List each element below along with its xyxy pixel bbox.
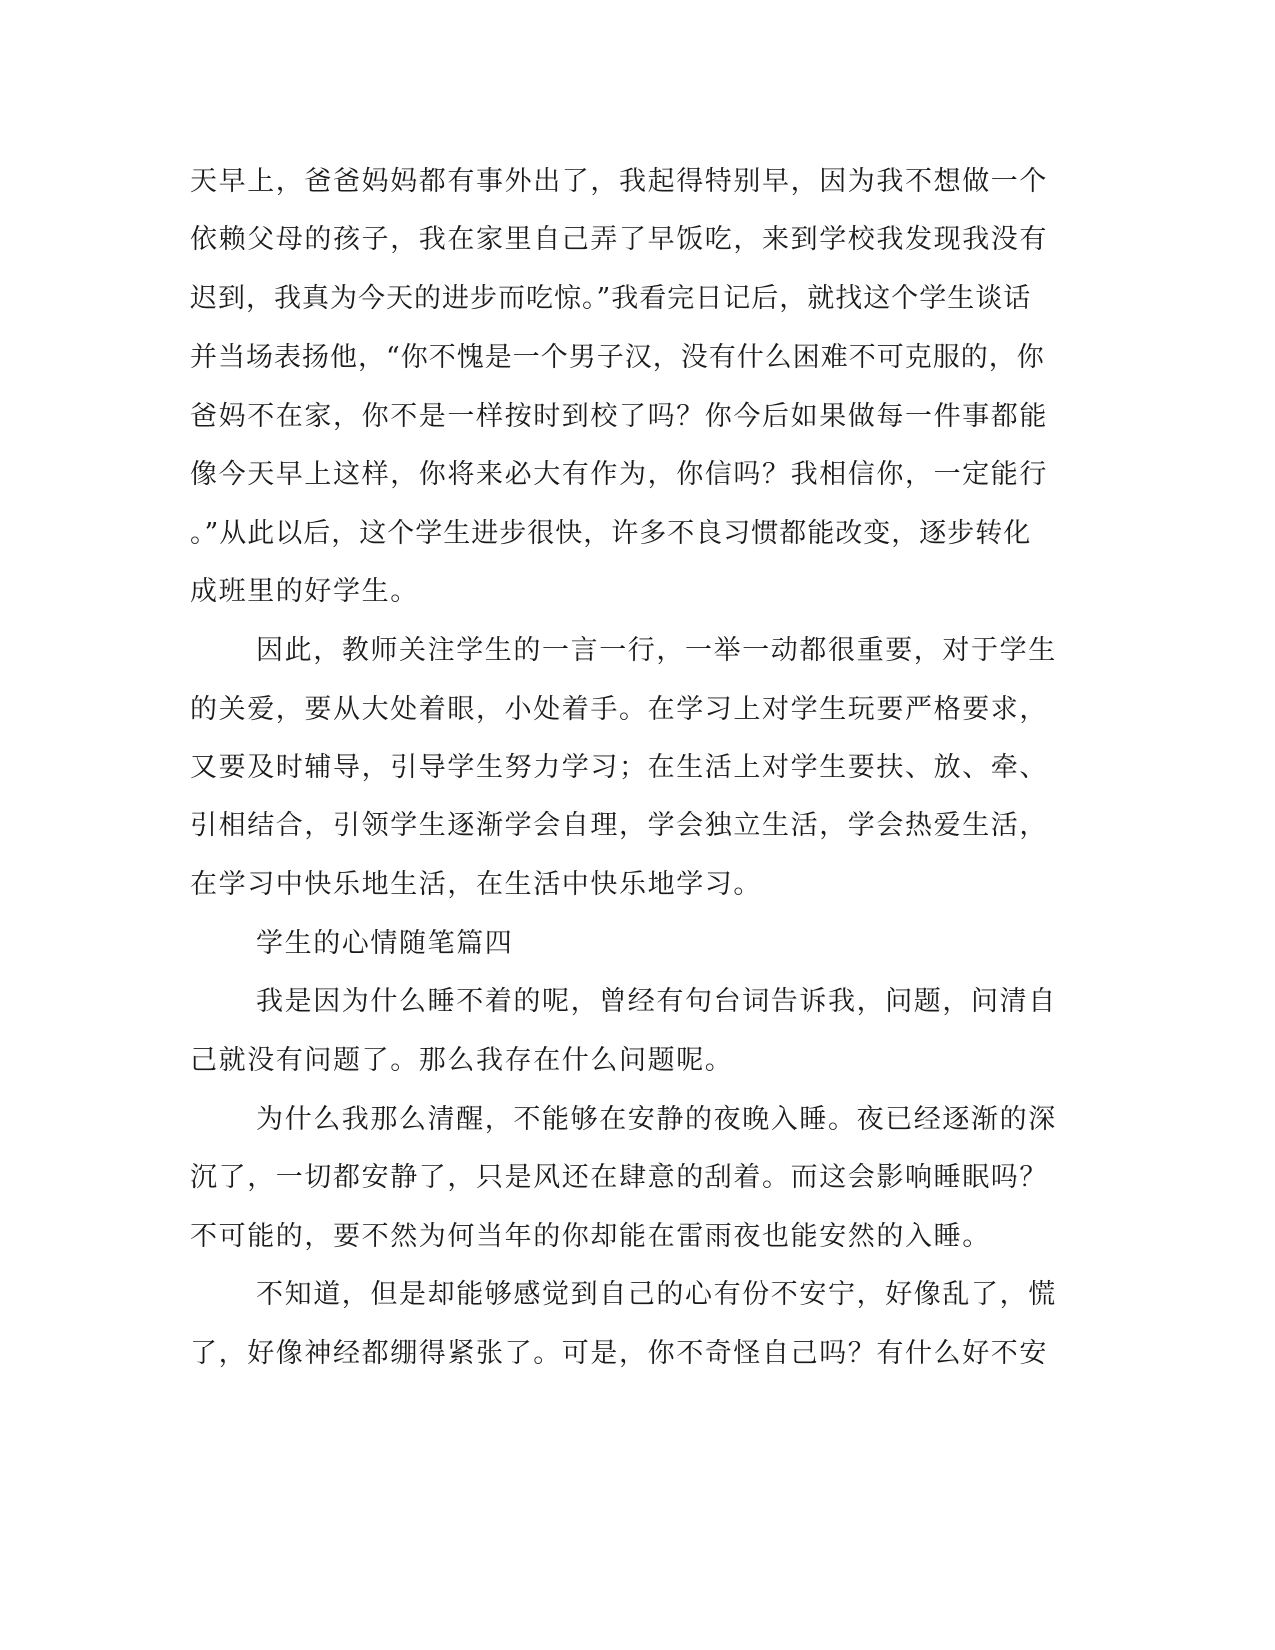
- text-line: 我是因为什么睡不着的呢，曾经有句台词告诉我，问题，问清自: [256, 986, 1057, 1017]
- text-line: 并当场表扬他，“你不愧是一个男子汉，没有什么困难不可克服的，你: [190, 342, 1045, 373]
- text-line: 像今天早上这样，你将来必大有作为，你信吗？我相信你，一定能行: [190, 459, 1048, 490]
- text-line: 的关爱，要从大处着眼，小处着手。在学习上对学生玩要严格要求，: [190, 694, 1048, 725]
- text-line: 爸妈不在家，你不是一样按时到校了吗？你今后如果做每一件事都能: [190, 401, 1048, 432]
- text-line: 因此，教师关注学生的一言一行，一举一动都很重要，对于学生: [256, 635, 1057, 666]
- text-line: 不知道，但是却能够感觉到自己的心有份不安宁，好像乱了，慌: [256, 1279, 1057, 1310]
- text-line: 沉了，一切都安静了，只是风还在肆意的刮着。而这会影响睡眠吗？: [190, 1162, 1048, 1193]
- text-line: 成班里的好学生。: [190, 576, 419, 607]
- text-line: 为什么我那么清醒，不能够在安静的夜晚入睡。夜已经逐渐的深: [256, 1104, 1057, 1135]
- text-line: 迟到，我真为今天的进步而吃惊。”我看完日记后，就找这个学生谈话: [190, 283, 1032, 314]
- text-line: 天早上，爸爸妈妈都有事外出了，我起得特别早，因为我不想做一个: [190, 166, 1048, 197]
- text-line: 引相结合，引领学生逐渐学会自理，学会独立生活，学会热爱生活，: [190, 810, 1048, 841]
- text-line: 了，好像神经都绷得紧张了。可是，你不奇怪自己吗？有什么好不安: [190, 1338, 1048, 1369]
- text-line: 。”从此以后，这个学生进步很快，许多不良习惯都能改变，逐步转化: [190, 518, 1032, 549]
- text-line: 依赖父母的孩子，我在家里自己弄了早饭吃，来到学校我发现我没有: [190, 224, 1048, 255]
- text-line: 又要及时辅导，引导学生努力学习；在生活上对学生要扶、放、牵、: [190, 752, 1048, 783]
- text-line: 己就没有问题了。那么我存在什么问题呢。: [190, 1045, 734, 1076]
- text-line: 在学习中快乐地生活，在生活中快乐地学习。: [190, 869, 762, 900]
- section-heading: 学生的心情随笔篇四: [256, 928, 514, 959]
- text-line: 不可能的，要不然为何当年的你却能在雷雨夜也能安然的入睡。: [190, 1221, 991, 1252]
